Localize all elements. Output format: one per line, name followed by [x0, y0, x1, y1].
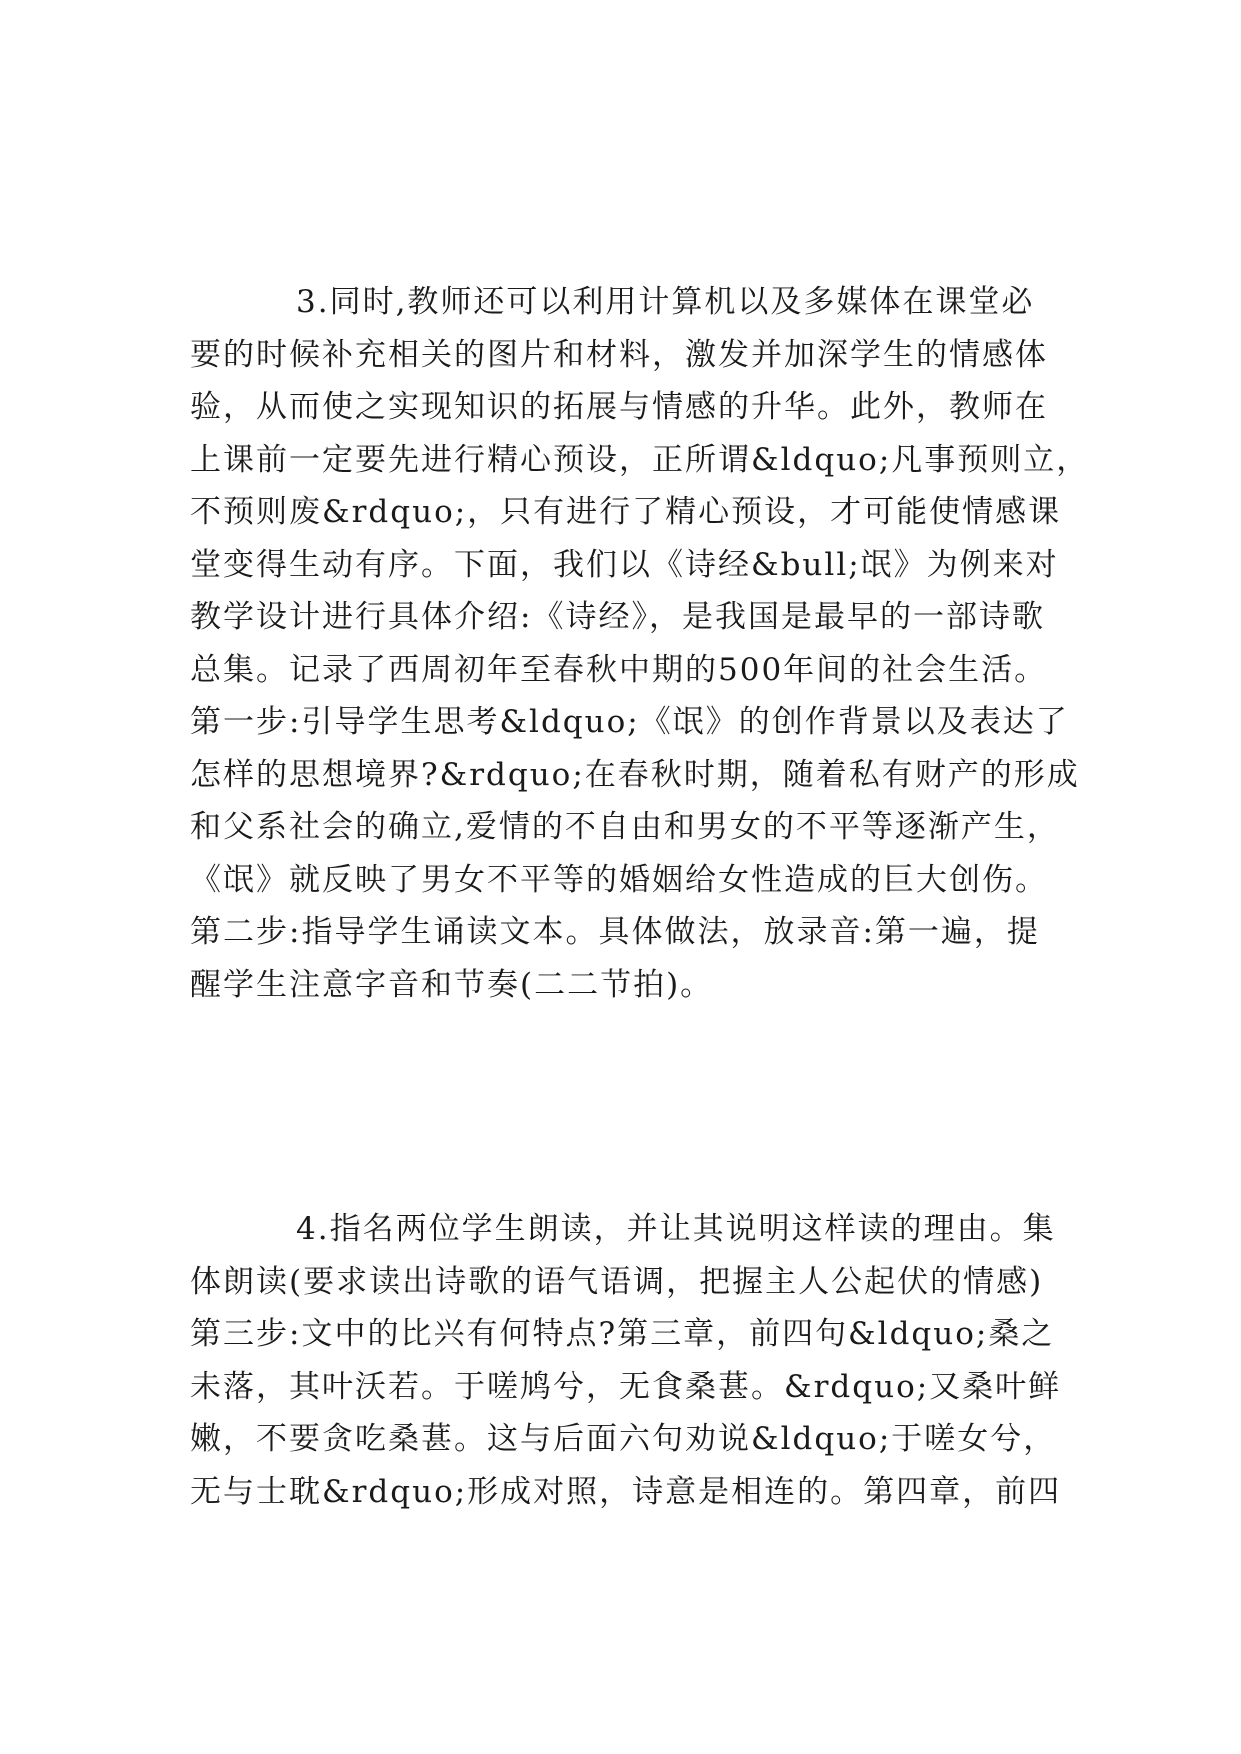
paragraph-line: 嫩，不要贪吃桑葚。这与后面六句劝说&ldquo;于嗟女兮， — [190, 1421, 1057, 1457]
paragraph-line: 和父系社会的确立,爱情的不自由和男女的不平等逐渐产生， — [190, 809, 1060, 845]
paragraph-line: 无与士耽&rdquo;形成对照，诗意是相连的。第四章，前四 — [190, 1473, 1062, 1510]
paragraph-line: 体朗读(要求读出诗歌的语气语调，把握主人公起伏的情感) — [190, 1263, 1044, 1300]
paragraph-line: 堂变得生动有序。下面，我们以《诗经&bull;氓》为例来对 — [190, 546, 1059, 583]
paragraph-line: 4.指名两位学生朗读，并让其说明这样读的理由。集 — [296, 1211, 1056, 1247]
paragraph-line: 3.同时,教师还可以利用计算机以及多媒体在课堂必 — [296, 284, 1035, 320]
paragraph-line: 醒学生注意字音和节奏(二二节拍)。 — [190, 966, 714, 1003]
paragraph-line: 总集。记录了西周初年至春秋中期的500年间的社会生活。 — [190, 651, 1048, 688]
paragraph-line: 怎样的思想境界?&rdquo;在春秋时期，随着私有财产的形成 — [190, 756, 1080, 793]
paragraph-line: 第二步:指导学生诵读文本。具体做法，放录音:第一遍，提 — [190, 914, 1040, 950]
paragraph-line: 《氓》就反映了男女不平等的婚姻给女性造成的巨大创伤。 — [190, 861, 1048, 898]
paragraph-1 — [190, 276, 1090, 1011]
paragraph-line: 上课前一定要先进行精心预设，正所谓&ldquo;凡事预则立， — [190, 441, 1090, 478]
paragraph-line: 第一步:引导学生思考&ldquo;《氓》的创作背景以及表达了 — [190, 704, 1069, 740]
paragraph-line: 未落，其叶沃若。于嗟鸠兮，无食桑葚。&rdquo;又桑叶鲜 — [190, 1368, 1062, 1405]
paragraph-line: 验，从而使之实现知识的拓展与情感的升华。此外，教师在 — [190, 389, 1048, 425]
paragraph-line: 不预则废&rdquo;，只有进行了精心预设，才可能使情感课 — [190, 494, 1062, 530]
paragraph-2 — [190, 1203, 1070, 1518]
paragraph-line: 教学设计进行具体介绍:《诗经》，是我国是最早的一部诗歌 — [190, 599, 1045, 635]
paragraph-line: 第三步:文中的比兴有何特点?第三章，前四句&ldquo;桑之 — [190, 1316, 1055, 1352]
paragraph-line: 要的时候补充相关的图片和材料，激发并加深学生的情感体 — [190, 336, 1048, 373]
